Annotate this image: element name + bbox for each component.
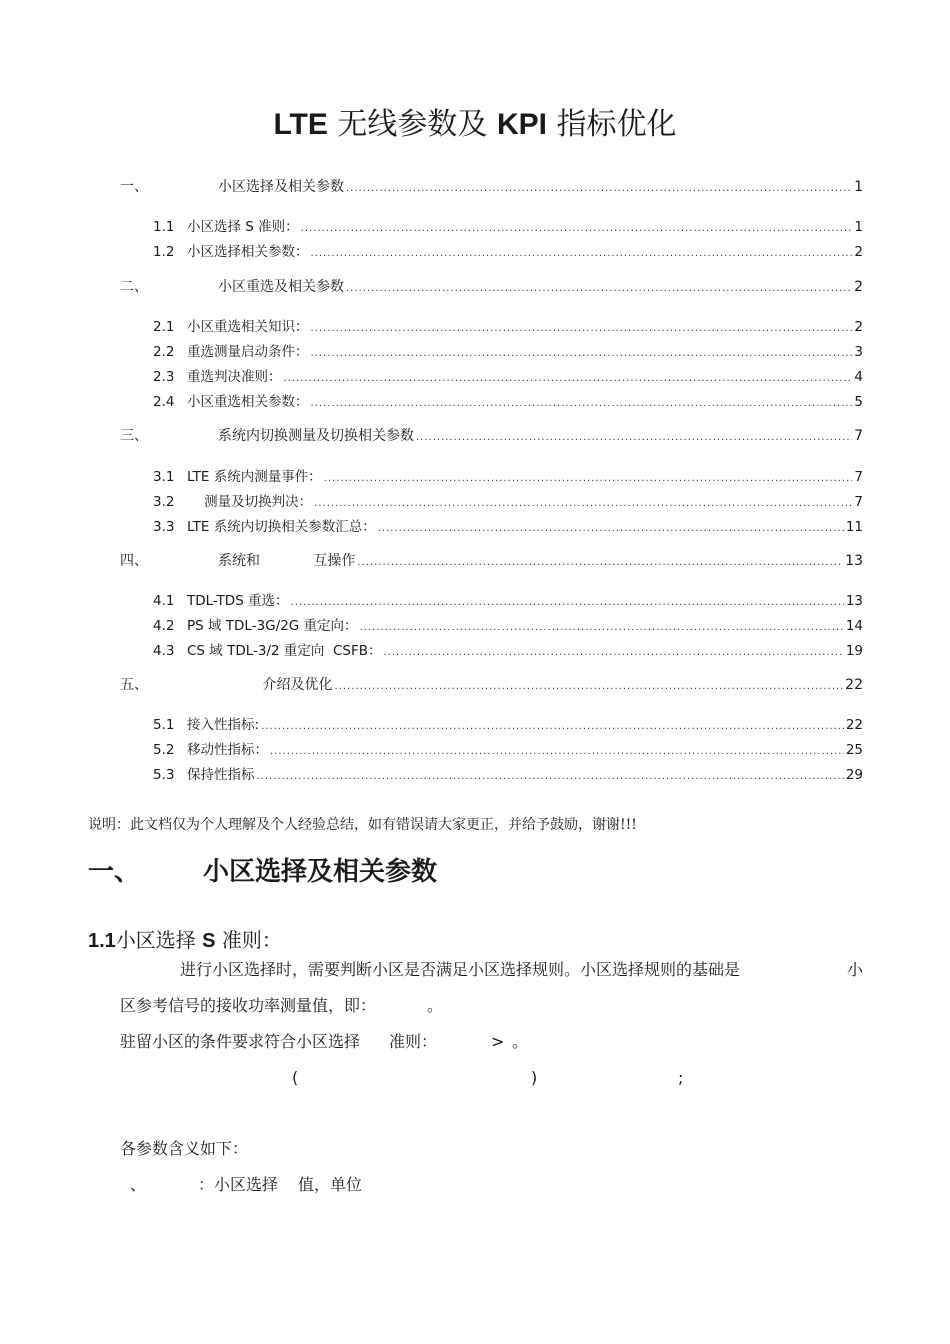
toc-dot-leader: [270, 741, 844, 763]
title-lte: LTE: [273, 108, 328, 141]
paragraph-1-start: 进行小区选择时，需要判断小区是否满足小区选择规则。小区选择规则的基础是: [180, 960, 741, 979]
toc-entry-page: 29: [845, 767, 863, 783]
toc-entry[interactable]: [153, 640, 863, 662]
toc-entry-number: 3.2: [153, 494, 175, 510]
subsection-title-end: 准则：: [215, 928, 282, 952]
toc-entry-title: 小区选择相关参数：: [187, 244, 309, 260]
toc-entry[interactable]: [153, 216, 863, 238]
toc-entry[interactable]: [153, 615, 863, 637]
toc-entry-page: 4: [854, 369, 863, 385]
toc-dot-leader: [284, 368, 853, 390]
toc-entry-title: 小区选择 S 准则：: [187, 219, 299, 235]
toc-entry-page: 2: [854, 244, 863, 260]
toc-entry-number: 四、: [120, 553, 148, 569]
formula-semicolon: ;: [678, 1068, 684, 1087]
toc-entry-title: 小区重选及相关参数: [218, 279, 344, 295]
toc-entry-title: 重选判决准则：: [187, 369, 282, 385]
toc-entry[interactable]: [153, 764, 863, 786]
paragraph-3: 驻留小区的条件要求符合小区选择: [120, 1032, 361, 1051]
toc-entry[interactable]: [153, 491, 863, 513]
toc-dot-leader: [311, 243, 853, 265]
toc-entry-number: 1.1: [153, 219, 175, 235]
toc-entry-title: 系统和 互操作: [218, 553, 356, 569]
toc-entry-number: 1.2: [153, 244, 175, 260]
toc-entry[interactable]: [120, 176, 863, 198]
toc-dot-leader: [360, 617, 844, 639]
toc-dot-leader: [384, 642, 844, 664]
toc-entry-title: 接入性指标:: [187, 717, 260, 733]
toc-entry-number: 二、: [120, 279, 148, 295]
toc-entry-number: 一、: [120, 179, 148, 195]
toc-entry[interactable]: [153, 516, 863, 538]
toc-entry[interactable]: [120, 425, 863, 447]
toc-entry-title: PS 域 TDL-3G/2G 重定向：: [187, 618, 358, 634]
toc-entry-page: 2: [854, 279, 863, 295]
param-list-sep: 、: [130, 1175, 147, 1194]
toc-entry[interactable]: [153, 391, 863, 413]
toc-entry-title: 小区重选相关知识：: [187, 319, 309, 335]
formula-open-paren: (: [292, 1068, 299, 1087]
toc-dot-leader: [257, 766, 844, 788]
subsection-heading-1-1: [88, 926, 282, 955]
toc-entry-title: 移动性指标：: [187, 742, 268, 758]
toc-entry-page: 1: [854, 219, 863, 235]
toc-entry-number: 2.1: [153, 319, 175, 335]
toc-entry-number: 4.3: [153, 643, 175, 659]
toc-entry-title: 介绍及优化: [218, 677, 333, 693]
toc-entry-number: 5.2: [153, 742, 175, 758]
toc-dot-leader: [324, 468, 853, 490]
paragraph-3-gt: >: [491, 1032, 505, 1051]
toc-dot-leader: [357, 552, 843, 574]
toc-dot-leader: [291, 592, 844, 614]
toc-entry[interactable]: [153, 590, 863, 612]
subsection-number: 1.1: [88, 930, 116, 952]
toc-dot-leader: [378, 518, 844, 540]
toc-entry[interactable]: [120, 674, 863, 696]
subsection-title: 小区选择: [115, 928, 203, 952]
toc-entry-title: 小区重选相关参数：: [187, 394, 309, 410]
toc-entry-title: 系统内切换测量及切换相关参数: [218, 428, 414, 444]
toc-dot-leader: [335, 676, 844, 698]
toc-entry-number: 三、: [120, 428, 148, 444]
toc-entry-page: 1: [854, 179, 863, 195]
section-number: 一、: [88, 857, 141, 887]
toc-entry-number: 2.2: [153, 344, 175, 360]
paragraph-2-end: 。: [427, 996, 444, 1015]
toc-entry[interactable]: [153, 739, 863, 761]
toc-entry-page: 7: [854, 494, 863, 510]
toc-entry[interactable]: [153, 366, 863, 388]
toc-entry-title: 测量及切换判决：: [187, 494, 313, 510]
toc-entry-page: 22: [845, 717, 863, 733]
formula-close-paren: ): [531, 1068, 538, 1087]
toc-entry-title: TDL-TDS 重选：: [187, 593, 289, 609]
toc-entry[interactable]: [153, 241, 863, 263]
toc-entry-title: 重选测量启动条件：: [187, 344, 309, 360]
toc-entry-page: 14: [845, 618, 863, 634]
toc-entry-page: 3: [854, 344, 863, 360]
toc-entry-title: 保持性指标: [187, 767, 255, 783]
toc-entry-page: 5: [854, 394, 863, 410]
param-list-desc: ：小区选择: [198, 1175, 279, 1194]
title-middle: 无线参数及: [327, 107, 497, 142]
toc-dot-leader: [301, 218, 853, 240]
toc-entry-number: 4.1: [153, 593, 175, 609]
title-end: 指标优化: [546, 107, 677, 142]
title-kpi: KPI: [496, 108, 547, 141]
toc-entry-page: 2: [854, 319, 863, 335]
paragraph-5: 各参数含义如下：: [120, 1139, 249, 1158]
toc-entry-number: 5.3: [153, 767, 175, 783]
toc-entry[interactable]: [153, 466, 863, 488]
toc-entry-title: LTE 系统内切换相关参数汇总：: [187, 519, 376, 535]
paragraph-3-end: 。: [512, 1032, 529, 1051]
paragraph-1-end: 小: [847, 960, 864, 979]
toc-entry[interactable]: [153, 316, 863, 338]
toc-dot-leader: [311, 318, 853, 340]
document-note: 说明：此文档仅为个人理解及个人经验总结，如有错误请大家更正，并给予鼓励，谢谢!!!: [88, 817, 637, 833]
toc-dot-leader: [311, 343, 853, 365]
toc-entry[interactable]: [120, 276, 863, 298]
toc-entry-page: 7: [854, 428, 863, 444]
toc-entry-page: 7: [854, 469, 863, 485]
toc-entry-page: 22: [845, 677, 863, 693]
toc-dot-leader: [311, 393, 853, 415]
toc-entry-number: 3.1: [153, 469, 175, 485]
toc-entry-page: 11: [845, 519, 863, 535]
document-title: [0, 103, 950, 147]
toc-dot-leader: [261, 716, 844, 738]
toc-dot-leader: [346, 278, 852, 300]
toc-dot-leader: [314, 493, 852, 515]
toc-dot-leader: [416, 427, 852, 449]
toc-entry[interactable]: [120, 550, 863, 572]
subsection-title-s: S: [202, 930, 216, 952]
param-list-unit: 值，单位: [298, 1175, 363, 1194]
toc-entry-number: 5.1: [153, 717, 175, 733]
paragraph-2: 区参考信号的接收功率测量值，即：: [120, 996, 377, 1015]
toc-entry[interactable]: [153, 341, 863, 363]
toc-entry-number: 4.2: [153, 618, 175, 634]
toc-entry-page: 25: [845, 742, 863, 758]
paragraph-3-mid: 准则：: [389, 1032, 438, 1051]
toc-entry-number: 2.3: [153, 369, 175, 385]
toc-entry-page: 13: [845, 553, 863, 569]
toc-entry-title: 小区选择及相关参数: [218, 179, 344, 195]
toc-entry-number: 五、: [120, 677, 148, 693]
toc-entry[interactable]: [153, 714, 863, 736]
section-heading-1: [88, 852, 437, 892]
toc-entry-page: 19: [845, 643, 863, 659]
toc-entry-number: 3.3: [153, 519, 175, 535]
toc-entry-page: 13: [845, 593, 863, 609]
toc-entry-title: CS 域 TDL-3/2 重定向 CSFB：: [187, 643, 382, 659]
toc-dot-leader: [346, 178, 852, 200]
toc-entry-title: LTE 系统内测量事件：: [187, 469, 322, 485]
section-title: 小区选择及相关参数: [203, 857, 438, 887]
toc-entry-number: 2.4: [153, 394, 175, 410]
